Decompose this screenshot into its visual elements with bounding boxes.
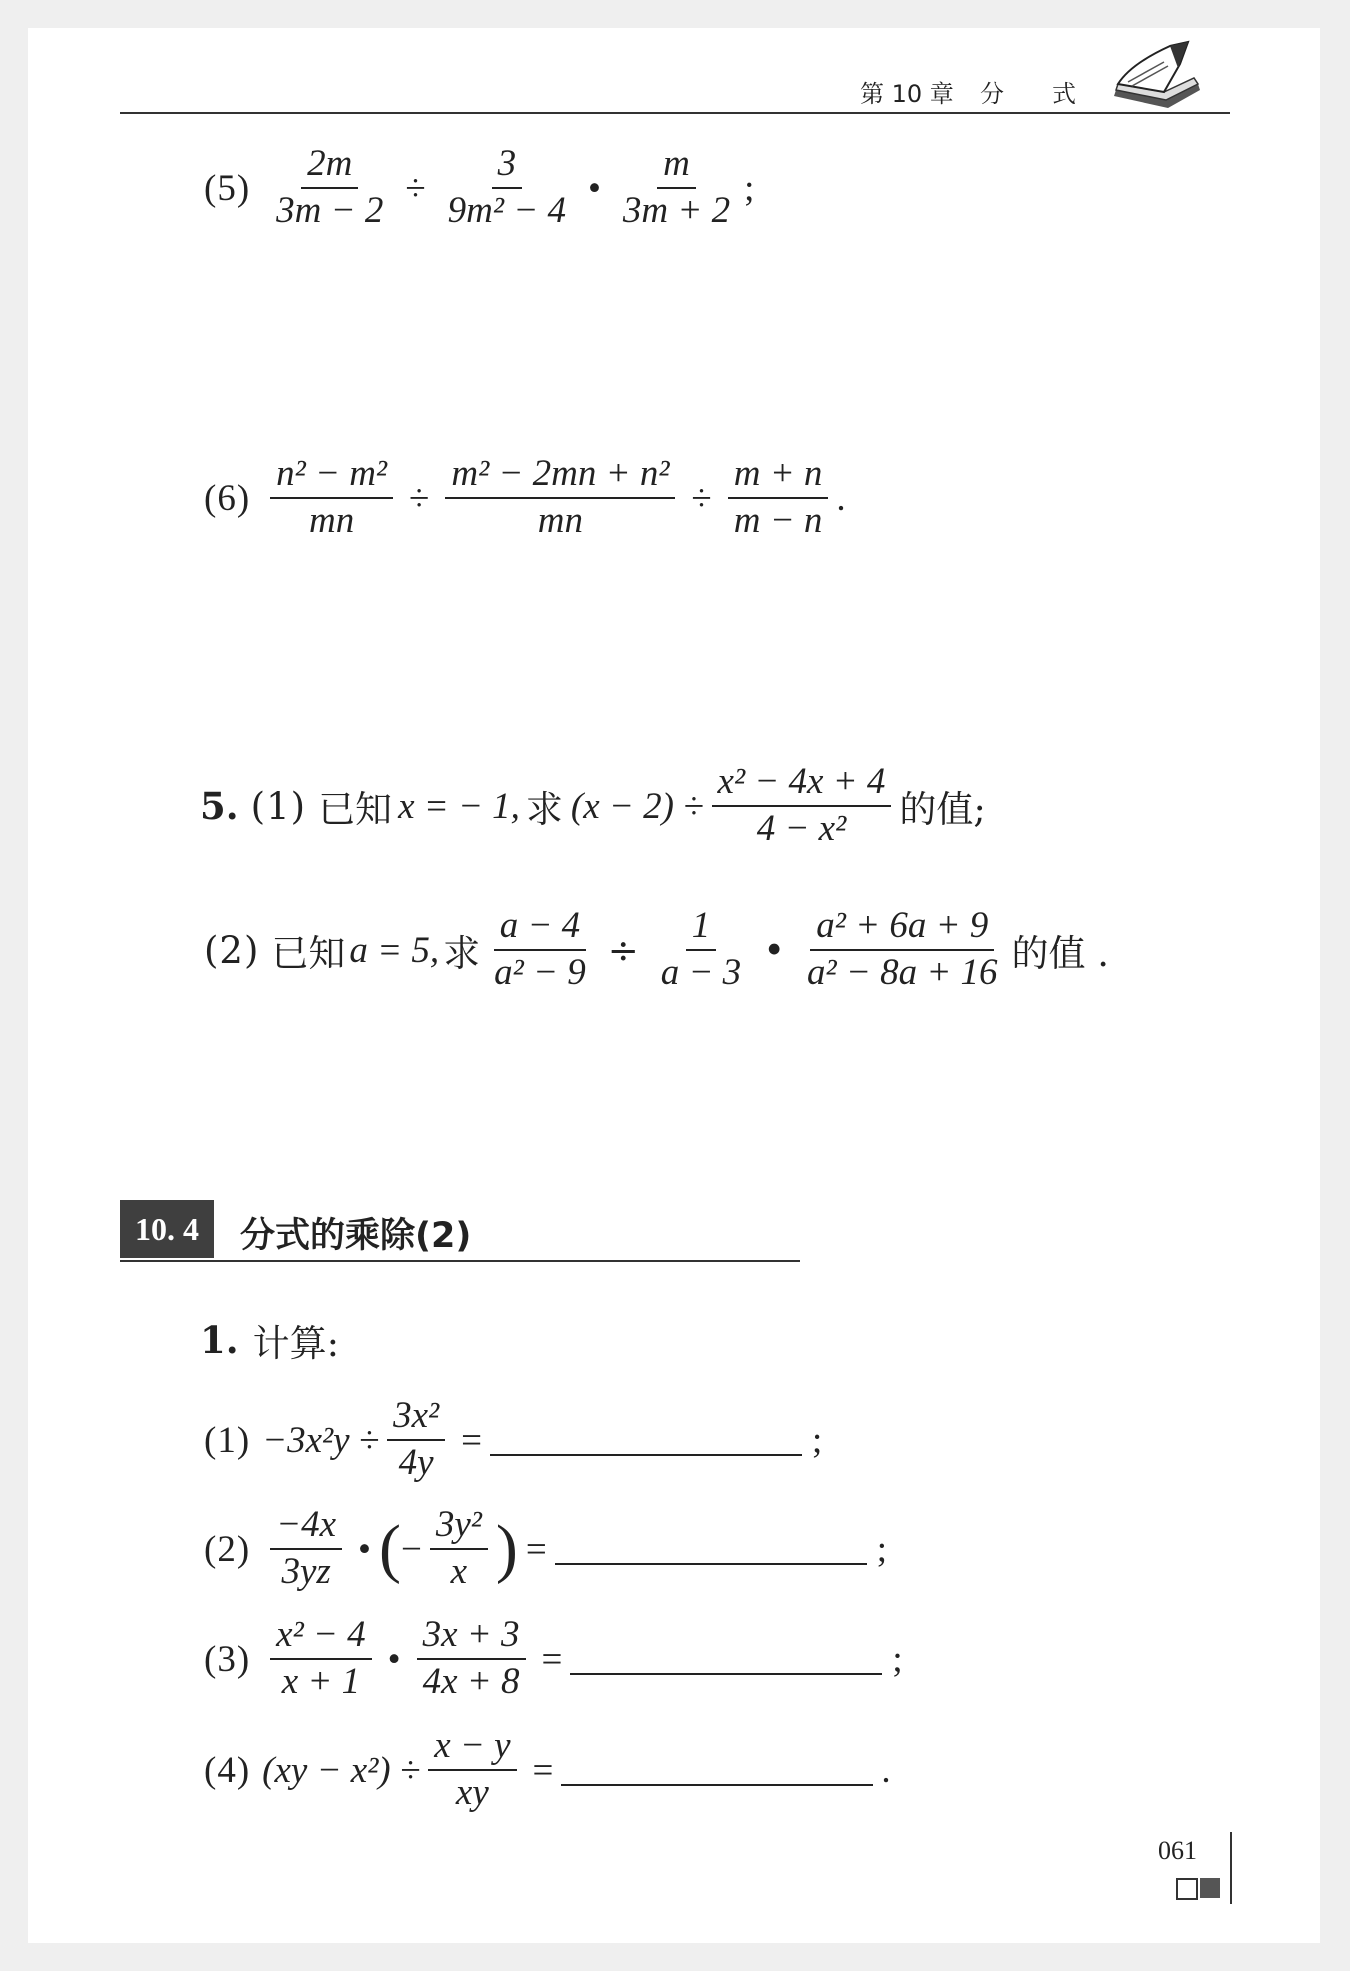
numerator: x² − 4 <box>270 1616 371 1660</box>
fraction <box>270 455 393 541</box>
question-1-item-2 <box>204 1494 887 1604</box>
condition: x = − 1, <box>398 785 520 827</box>
chapter-number: 第 10 章 <box>860 80 954 108</box>
page-number: 061 <box>1158 1836 1197 1865</box>
book-icon <box>1108 38 1204 118</box>
right-parenthesis: ) <box>495 1512 518 1585</box>
numerator: a² + 6a + 9 <box>810 907 994 951</box>
denominator: 9m² − 4 <box>447 190 566 231</box>
fraction <box>655 907 747 993</box>
denominator: 3m + 2 <box>622 190 731 231</box>
value-text: 的值; <box>899 788 986 831</box>
punctuation: ; <box>892 1638 903 1680</box>
problem-label: (1) <box>250 784 307 828</box>
condition: a = 5, <box>349 929 440 971</box>
numerator: 3y² <box>430 1506 488 1550</box>
question-title: 计算: <box>252 1322 340 1365</box>
footer-square-filled <box>1200 1878 1220 1898</box>
find-text: 求 <box>525 788 563 831</box>
multiply-operator: • <box>387 1638 401 1680</box>
numerator: x² − 4x + 4 <box>712 763 892 807</box>
equals-sign: = <box>525 1528 547 1570</box>
fraction <box>270 1616 371 1702</box>
denominator: m − n <box>733 500 823 541</box>
answer-blank[interactable] <box>561 1782 873 1786</box>
question-1-title <box>200 1310 339 1370</box>
question-5-part-2 <box>204 890 1109 1010</box>
denominator: 3yz <box>281 1551 331 1592</box>
condition-text: 已知 <box>318 788 393 831</box>
numerator: −4x <box>270 1506 342 1550</box>
problem-label: (2) <box>204 928 260 972</box>
value-text: 的值 . <box>1011 932 1110 975</box>
denominator: 4y <box>398 1442 434 1483</box>
fraction <box>430 1506 488 1592</box>
chapter-title: 分 式 <box>980 80 1076 108</box>
fraction <box>270 1506 342 1592</box>
numerator: m² − 2mn + n² <box>445 455 675 499</box>
punctuation: ; <box>876 1528 888 1570</box>
denominator: xy <box>455 1772 489 1813</box>
section-title: 分式的乘除(2) <box>240 1216 472 1256</box>
footer-rule <box>1230 1832 1232 1904</box>
equals-sign: = <box>532 1749 554 1791</box>
page-footer <box>1148 1828 1258 1928</box>
fraction <box>445 455 675 541</box>
denominator: a² − 9 <box>494 952 586 993</box>
numerator: 3x² <box>387 1397 445 1441</box>
punctuation: ; <box>744 167 755 209</box>
find-text: 求 <box>443 932 481 975</box>
multiply-operator: • <box>763 928 786 972</box>
equals-sign: = <box>541 1638 563 1680</box>
fraction <box>417 1616 526 1702</box>
section-number-badge <box>120 1200 214 1258</box>
denominator: 4 − x² <box>756 808 847 849</box>
expression: (xy − x²) ÷ <box>262 1749 421 1791</box>
divide-operator: ÷ <box>691 477 712 519</box>
problem-label: (1) <box>204 1419 251 1461</box>
section-rule <box>120 1260 800 1262</box>
multiply-operator: • <box>358 1528 372 1570</box>
section-header <box>120 1200 800 1262</box>
divide-operator: ÷ <box>607 928 639 972</box>
fraction <box>728 455 829 541</box>
fraction <box>712 763 892 849</box>
divide-operator: ÷ <box>405 167 426 209</box>
numerator: 3 <box>492 145 523 189</box>
problem-label: (3) <box>204 1638 251 1680</box>
denominator: a − 3 <box>660 952 742 993</box>
question-number: 5. <box>200 784 239 828</box>
divide-operator: ÷ <box>409 477 430 519</box>
problem-label: (6) <box>204 477 251 519</box>
fraction <box>488 907 592 993</box>
denominator: a² − 8a + 16 <box>807 952 998 993</box>
fraction <box>270 145 389 231</box>
punctuation: . <box>836 477 846 519</box>
fraction <box>442 145 572 231</box>
problem-6 <box>204 438 846 558</box>
numerator: n² − m² <box>270 455 393 499</box>
numerator: 3x + 3 <box>417 1616 526 1660</box>
question-1-item-1 <box>204 1388 822 1492</box>
left-parenthesis: ( <box>379 1512 401 1585</box>
numerator: x − y <box>428 1727 516 1771</box>
numerator: 2m <box>301 145 358 189</box>
section-number: 10. 4 <box>135 1210 199 1247</box>
question-1-item-3 <box>204 1606 903 1712</box>
page <box>28 28 1320 1943</box>
question-number: 1. <box>200 1318 239 1362</box>
chapter-header <box>28 28 1320 118</box>
multiply-operator: • <box>587 167 601 209</box>
question-5-part-1 <box>200 746 986 866</box>
fraction <box>801 907 1004 993</box>
header-rule <box>120 112 1230 114</box>
negative-sign: − <box>401 1528 422 1570</box>
question-1-item-4 <box>204 1718 891 1822</box>
numerator: a − 4 <box>494 907 586 951</box>
punctuation: ; <box>812 1419 823 1461</box>
fraction <box>617 145 736 231</box>
footer-square-outline <box>1176 1878 1198 1900</box>
problem-label: (4) <box>204 1749 251 1791</box>
problem-label: (2) <box>204 1528 251 1570</box>
fraction <box>428 1727 516 1813</box>
denominator: 4x + 8 <box>422 1661 520 1702</box>
equals-sign: = <box>461 1419 483 1461</box>
numerator: m + n <box>728 455 829 499</box>
denominator: x <box>450 1551 468 1592</box>
expression: (x − 2) ÷ <box>570 785 704 827</box>
fraction <box>387 1397 445 1483</box>
denominator: 3m − 2 <box>276 190 384 231</box>
condition-text: 已知 <box>271 932 346 975</box>
problem-5 <box>204 128 754 248</box>
punctuation: . <box>881 1749 891 1791</box>
numerator: m <box>657 145 696 189</box>
answer-blank[interactable] <box>555 1561 867 1565</box>
numerator: 1 <box>686 907 717 951</box>
expression: −3x²y ÷ <box>262 1419 380 1461</box>
problem-label: (5) <box>204 167 251 209</box>
denominator: mn <box>308 500 355 541</box>
denominator: mn <box>537 500 583 541</box>
answer-blank[interactable] <box>570 1671 882 1675</box>
denominator: x + 1 <box>281 1661 361 1702</box>
answer-blank[interactable] <box>490 1452 802 1456</box>
